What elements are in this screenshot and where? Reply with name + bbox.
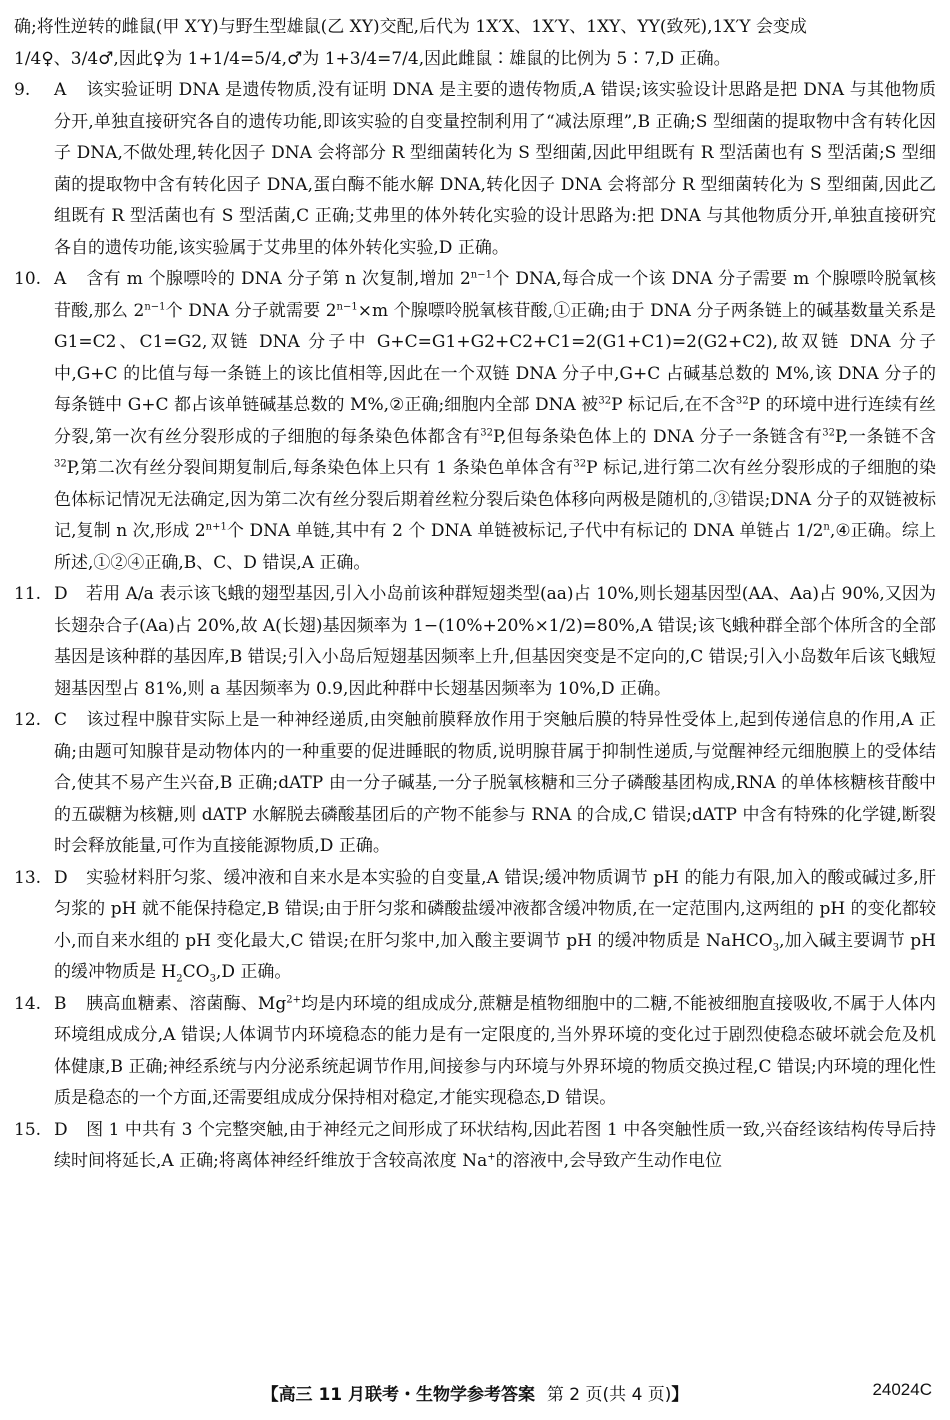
item-answer: A [54,269,67,289]
footer-title: 【高三 11 月联考・生物学参考答案 第 2 页(共 4 页)】 [261,1385,689,1405]
item-answer: A [54,80,67,100]
exam-title: 高三 11 月联考・生物学参考答案 [278,1385,536,1405]
continuation-line-1: 确;将性逆转的雌鼠(甲 X′Y)与野生型雄鼠(乙 XY)交配,后代为 1X′X、1X′Y、1XY、YY(致死),1X′Y 会变成 [14,17,807,37]
item-number: 9. [14,80,31,100]
answer-item-10 [14,264,936,579]
answer-item-14 [14,989,936,1115]
answer-item-13 [14,863,936,989]
continuation-line-2: 1/4♀、3/4♂,因此♀为 1+1/4=5/4,♂为 1+3/4=7/4,因此雌鼠∶雄鼠的比例为 5∶7,D 正确。 [14,48,731,69]
page-number: 第 2 页(共 4 页) [546,1385,672,1405]
item-answer: B [54,993,67,1014]
item-number: 10. [14,269,42,289]
item-number: 12. [14,710,42,730]
item-answer: D [54,584,68,604]
answer-item-9 [14,75,936,264]
item-explanation: 该实验证明 DNA 是遗传物质,没有证明 DNA 是主要的遗传物质,A 错误;该实验设计思路是把 DNA 与其他物质分开,单独直接研究各自的遗传功能,即该实验的自变量控制利用了“减法原理”,B 正确;S 型细菌的提取物中含有转化因子 DNA,不做处理,转化因子 DNA 会将部分 R 型细菌转化为 S 型细菌,因此甲组既有 R 型活菌也有 S 型活菌;S 型细菌的提取物中含有转化因子 DNA,蛋白酶不能水解 DNA,转化因子 DNA 会将部分 R 型细菌转化为 S 型细菌,因此乙组既有 R 型活菌也有 S 型活菌,C 正确;艾弗里的体外转化实验的设计思路为:把 DNA 与其他物质分开,单独直接研究各自的遗传功能,该实验属于艾弗里的体外转化实验,D 正确。 [54,80,936,258]
page-footer [0,1380,950,1410]
item-explanation: 实验材料肝匀浆、缓冲液和自来水是本实验的自变量,A 错误;缓冲物质调节 pH 的能力有限,加入的酸或碱过多,肝匀浆的 pH 就不能保持稳定,B 错误;由于肝匀浆和磷酸盐缓冲液都含缓冲物质,在一定范围内,这两组的 pH 的变化都较小,而自来水组的 pH 变化最大,C 错误;在肝匀浆中,加入酸主要调节 pH 的缓冲物质是 NaHCO$_3$,加入碱主要调节 pH 的缓冲物质是 $H_2CO_3,D$ 正确。 [54,867,937,985]
document-code: 24024C [872,1380,932,1399]
item-explanation: 图 1 中共有 3 个完整突触,由于神经元之间形成了环状结构,因此若图 1 中各突触性质一致,兴奋经该结构传导后持续时间将延长,A 正确;将离体神经纤维放于含较高浓度 Na+的溶液中,会导致产生动作电位 [54,1119,936,1171]
answer-item-12 [14,705,936,863]
item-number: 13. [14,867,42,888]
item-number: 11. [14,584,42,604]
item-answer: D [54,1119,68,1140]
item-explanation: 若用 A/a 表示该飞蛾的翅型基因,引入小岛前该种群短翅类型(aa)占 10%,则长翅基因型(AA、Aa)占 90%,又因为长翅杂合子(Aa)占 20%,故 A(长翅)基因频率为 1−(10%+20%×1/2)=80%,A 错误;该飞蛾种群全部个体所含的全部基因是该种群的基因库,B 错误;引入小岛后短翅基因频率上升,但基因突变是不定向的,C 错误;引入小岛数年后该飞蛾短翅基因型占 81%,则 a 基因频率为 0.9,因此种群中长翅基因频率为 10%,D 正确。 [54,584,936,699]
item-answer: C [54,710,68,730]
item-answer: D [54,867,68,888]
answer-item-15 [14,1115,936,1178]
item-number: 14. [14,993,42,1014]
continuation-text [14,12,936,75]
item-number: 15. [14,1119,42,1140]
item-explanation: 胰高血糖素、溶菌酶、$Mg^{2+}$均是内环境的组成成分,蔗糖是植物细胞中的二糖,不能被细胞直接吸收,不属于人体内环境组成成分,A 错误;人体调节内环境稳态的能力是有一定限度的,当外界环境的变化过于剧烈使稳态破坏就会危及机体健康,B 正确;神经系统与内分泌系统起调节作用,间接参与内环境与外界环境的物质交换过程,C 错误;内环境的理化性质是稳态的一个方面,还需要组成成分保持相对稳定,才能实现稳态,D 错误。 [54,993,936,1108]
item-explanation: 含有 m 个腺嘌呤的 DNA 分子第 n 次复制,增加 $2^{n-1}$个 DNA,每合成一个该 DNA 分子需要 m 个腺嘌呤脱氧核苷酸,那么 $2^{n-1}$个 DNA 分子就需要 $2^{n-1}\times m$ 个腺嘌呤脱氧核苷酸,①正确;由于 DNA 分子两条链上的碱基数量关系是 G1=C2、C1=G2,双链 DNA 分子中 G+C=G1+G2+C2+C1=2(G1+C1)=2(G2+C2),故双链 DNA 分子中,G+C 的比值与每一条链上的该比值相等,因此在一个双链 DNA 分子中,G+C 占碱基总数的 M%,该 DNA 分子的每条链中 G+C 都占该单链碱基总数的 M%,②正确;细胞内全部 DNA 被$^{32}$P 标记后,在不含$^{32}$P 的环境中进行连续有丝分裂,第一次有丝分裂形成的子细胞的每条染色体都含有$^{32}$P,但每条染色体上的 DNA 分子一条链含有$^{32}$P,一条链不含$^{32}$P,第二次有丝分裂间期复制后,每条染色体上只有 1 条染色单体含有$^{32}$P 标记,进行第二次有丝分裂形成的子细胞的染色体标记情况无法确定,因为第二次有丝分裂后期着丝粒分裂后染色体移向两极是随机的,③错误;DNA 分子的双链被标记,复制 n 次,形成 $2^{n+1}$个 DNA 单链,其中有 2 个 DNA 单链被标记,子代中有标记的 DNA 单链占 1/2$^n$,④正确。综上所述,①②④正确,B、C、D 错误,A 正确。 [54,269,937,573]
item-explanation: 该过程中腺苷实际上是一种神经递质,由突触前膜释放作用于突触后膜的特异性受体上,起到传递信息的作用,A 正确;由题可知腺苷是动物体内的一种重要的促进睡眠的物质,说明腺苷属于抑制性递质,与觉醒神经元细胞膜上的受体结合,使其不易产生兴奋,B 正确;dATP 由一分子碱基,一分子脱氧核糖和三分子磷酸基团构成,RNA 的单体核糖核苷酸中的五碳糖为核糖,则 dATP 水解脱去磷酸基团后的产物不能参与 RNA 的合成,C 错误;dATP 中含有特殊的化学键,断裂时会释放能量,可作为直接能源物质,D 正确。 [54,710,936,856]
answer-item-11 [14,579,936,705]
